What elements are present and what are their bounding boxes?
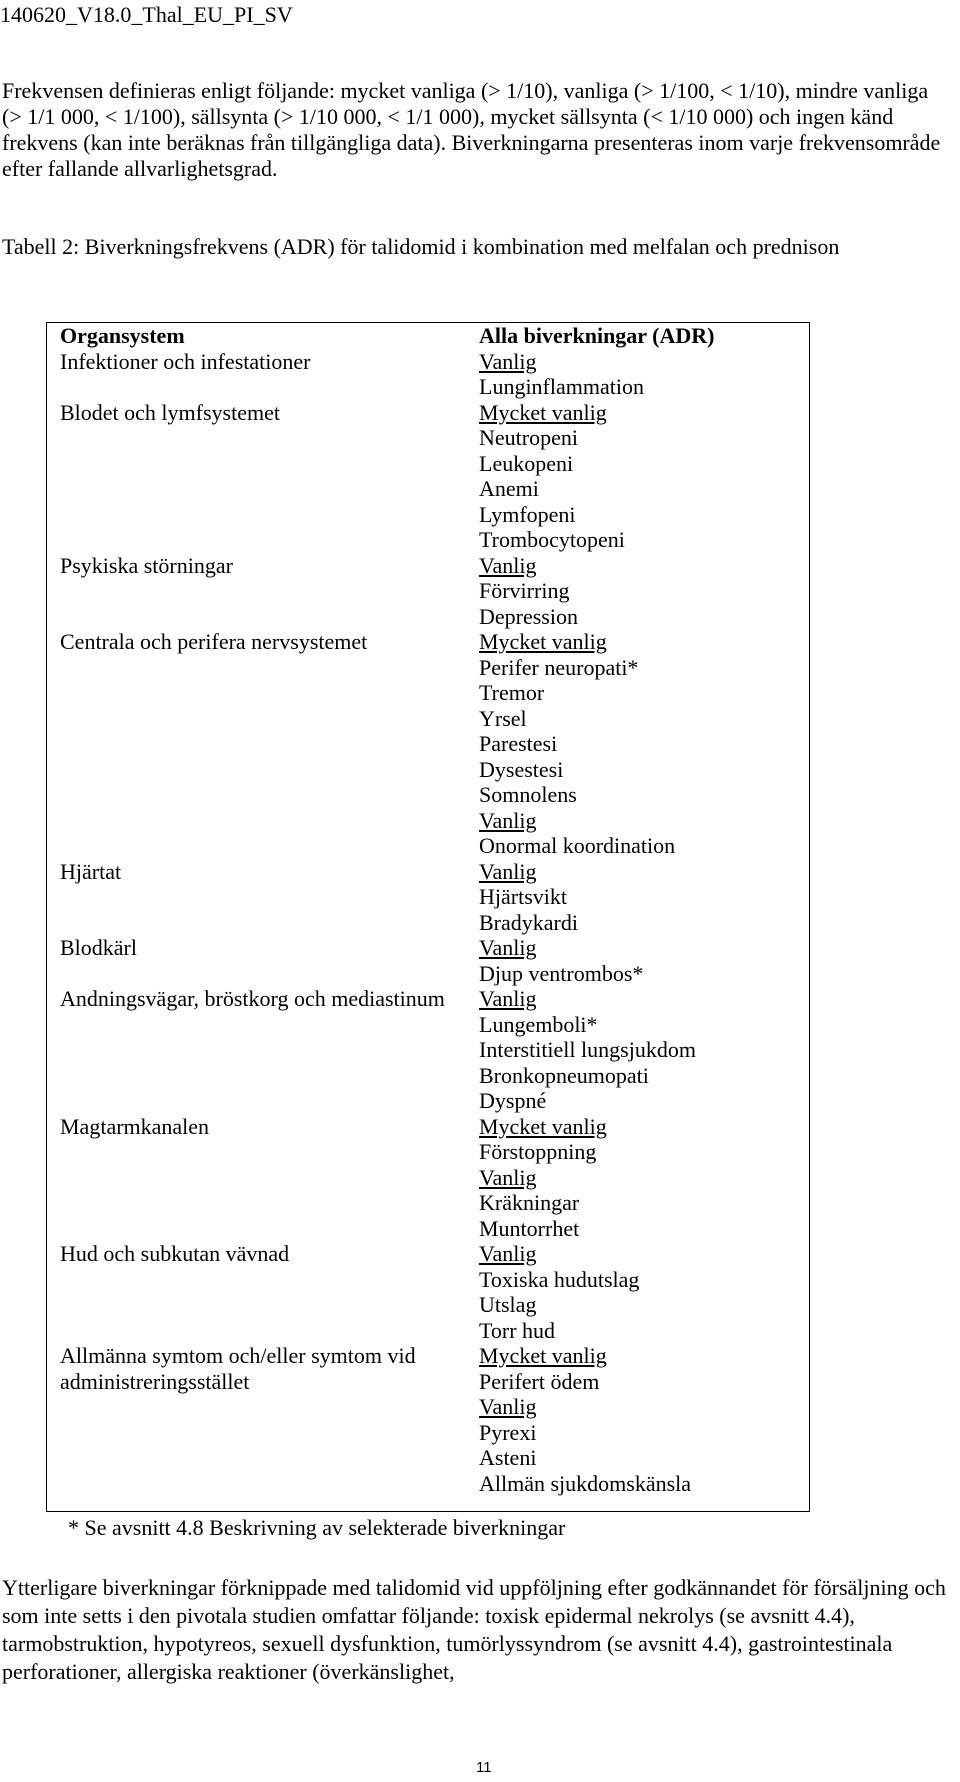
adverse-reaction-item: Neutropeni — [479, 425, 578, 450]
adverse-reaction-item: Kräkningar — [479, 1190, 580, 1215]
adverse-reaction-item: Lunginflammation — [479, 374, 644, 399]
adverse-reaction-item: Muntorrhet — [479, 1215, 580, 1241]
adverse-reaction-item: Lungemboli* — [479, 1011, 598, 1037]
table-row — [47, 1343, 809, 1496]
frequency-label: Vanlig — [479, 1164, 537, 1190]
adverse-reaction-item: Interstitiell lungsjukdom — [479, 1037, 696, 1062]
organ-system-cell: Psykiska störningar — [60, 552, 233, 578]
adverse-reaction-item: Torr hud — [479, 1317, 556, 1343]
organ-system-cell: Allmänna symtom och/eller symtom vid administreringsstället — [60, 1343, 416, 1394]
frequency-label: Vanlig — [479, 1394, 537, 1419]
adverse-reaction-item: Anemi — [479, 476, 539, 501]
table-row — [47, 400, 809, 553]
table-row — [47, 1114, 809, 1242]
table-row — [47, 1241, 809, 1343]
adverse-reaction-item: Perifer neuropati* — [479, 654, 639, 680]
frequency-label: Vanlig — [479, 986, 537, 1011]
adverse-reaction-item: Trombocytopeni — [479, 527, 625, 552]
adverse-reaction-item: Förvirring — [479, 578, 570, 603]
frequency-label: Vanlig — [479, 348, 537, 374]
adverse-reactions-cell — [475, 986, 809, 1114]
frequency-label: Mycket vanlig — [479, 1343, 607, 1368]
document-id-header: 140620_V18.0_Thal_EU_PI_SV — [0, 2, 293, 27]
organ-system-cell: Infektioner och infestationer — [60, 348, 311, 374]
adverse-reaction-item: Djup ventrombos* — [479, 960, 644, 986]
page-number: 11 — [476, 1759, 492, 1776]
organ-system-cell: Magtarmkanalen — [60, 1113, 210, 1139]
table-row — [47, 859, 809, 936]
adverse-reaction-item: Yrsel — [479, 705, 527, 731]
organ-system-cell: Blodkärl — [60, 935, 137, 960]
adverse-reaction-item: Dysestesi — [479, 756, 564, 782]
adverse-reaction-item: Tremor — [479, 680, 545, 705]
adverse-reaction-item: Utslag — [479, 1292, 537, 1317]
organ-system-cell: Hjärtat — [60, 858, 122, 884]
adverse-reaction-item: Leukopeni — [479, 450, 574, 476]
frequency-label: Mycket vanlig — [479, 629, 607, 654]
post-marketing-paragraph: Ytterligare biverkningar förknippade med talidomid vid uppföljning efter godkännandet för försäljning och som inte setts i den pivotala studien omfattar följande: toxisk epidermal nekrolys (se avsnitt 4.4), tarmobstruktion, hypotyreos, sexuell dysfunktion, tumörlyssyndrom (se avsnitt 4.4), gastrointestinala perforationer, allergiska reaktioner (överkänslighet, — [2, 1575, 946, 1684]
adverse-reactions-table — [46, 322, 810, 1512]
table-header-row — [47, 323, 809, 349]
frequency-label: Mycket vanlig — [479, 399, 607, 425]
adverse-reactions-cell — [475, 553, 809, 630]
adverse-reaction-item: Parestesi — [479, 731, 558, 756]
adverse-reaction-item: Allmän sjukdomskänsla — [479, 1470, 692, 1496]
adverse-reaction-item: Asteni — [479, 1445, 537, 1470]
adverse-reaction-item: Pyrexi — [479, 1419, 537, 1445]
column-header-all-adr: Alla biverkningar (ADR) — [479, 323, 715, 348]
adverse-reactions-cell — [475, 1241, 809, 1343]
table-row — [47, 349, 809, 400]
organ-system-cell: Centrala och perifera nervsystemet — [60, 629, 368, 654]
adverse-reactions-cell — [475, 629, 809, 859]
organ-system-cell: Andningsvägar, bröstkorg och mediastinum — [60, 986, 445, 1011]
adverse-reactions-cell — [475, 859, 809, 936]
adverse-reactions-cell — [475, 935, 809, 986]
adverse-reactions-cell — [475, 1114, 809, 1242]
adverse-reactions-cell — [475, 349, 809, 400]
adverse-reaction-item: Toxiska hudutslag — [479, 1266, 640, 1292]
table-row — [47, 986, 809, 1114]
organ-system-cell: Blodet och lymfsystemet — [60, 399, 280, 425]
adverse-reactions-cell — [475, 400, 809, 553]
table-caption: Tabell 2: Biverkningsfrekvens (ADR) för talidomid i kombination med melfalan och prednison — [2, 234, 840, 259]
frequency-label: Vanlig — [479, 1241, 537, 1266]
adverse-reaction-item: Somnolens — [479, 782, 577, 807]
frequency-label: Vanlig — [479, 935, 537, 960]
adverse-reaction-item: Lymfopeni — [479, 501, 576, 527]
frequency-label: Vanlig — [479, 858, 537, 884]
adverse-reaction-item: Bradykardi — [479, 909, 578, 935]
table-body — [47, 349, 809, 1497]
column-header-organ-system: Organsystem — [60, 323, 185, 348]
adverse-reaction-item: Perifert ödem — [479, 1368, 600, 1394]
table-row — [47, 553, 809, 630]
organ-system-cell: Hud och subkutan vävnad — [60, 1241, 290, 1266]
adverse-reaction-item: Hjärtsvikt — [479, 884, 567, 909]
frequency-label: Vanlig — [479, 807, 537, 833]
adverse-reaction-item: Depression — [479, 603, 578, 629]
frequency-label: Mycket vanlig — [479, 1113, 607, 1139]
frequency-definition-paragraph: Frekvensen definieras enligt följande: mycket vanliga (> 1/10), vanliga (> 1/100, < 1/10), mindre vanliga (> 1/1 000, < 1/100), sällsynta (> 1/10 000, < 1/1 000), mycket sällsynta (< 1/10 000) och ingen känd frekvens (kan inte beräknas från tillgängliga data). Biverkningarna presenteras inom varje frekvensområde efter fallande allvarlighetsgrad. — [2, 78, 941, 181]
table-row — [47, 935, 809, 986]
adverse-reaction-item: Bronkopneumopati — [479, 1062, 649, 1088]
table-footnote: * Se avsnitt 4.8 Beskrivning av selekterade biverkningar — [68, 1515, 566, 1540]
adverse-reaction-item: Dyspné — [479, 1088, 547, 1113]
adverse-reaction-item: Onormal koordination — [479, 833, 676, 858]
adverse-reaction-item: Förstoppning — [479, 1139, 597, 1164]
frequency-label: Vanlig — [479, 552, 537, 578]
adverse-reactions-cell — [475, 1343, 809, 1496]
table-row — [47, 629, 809, 859]
